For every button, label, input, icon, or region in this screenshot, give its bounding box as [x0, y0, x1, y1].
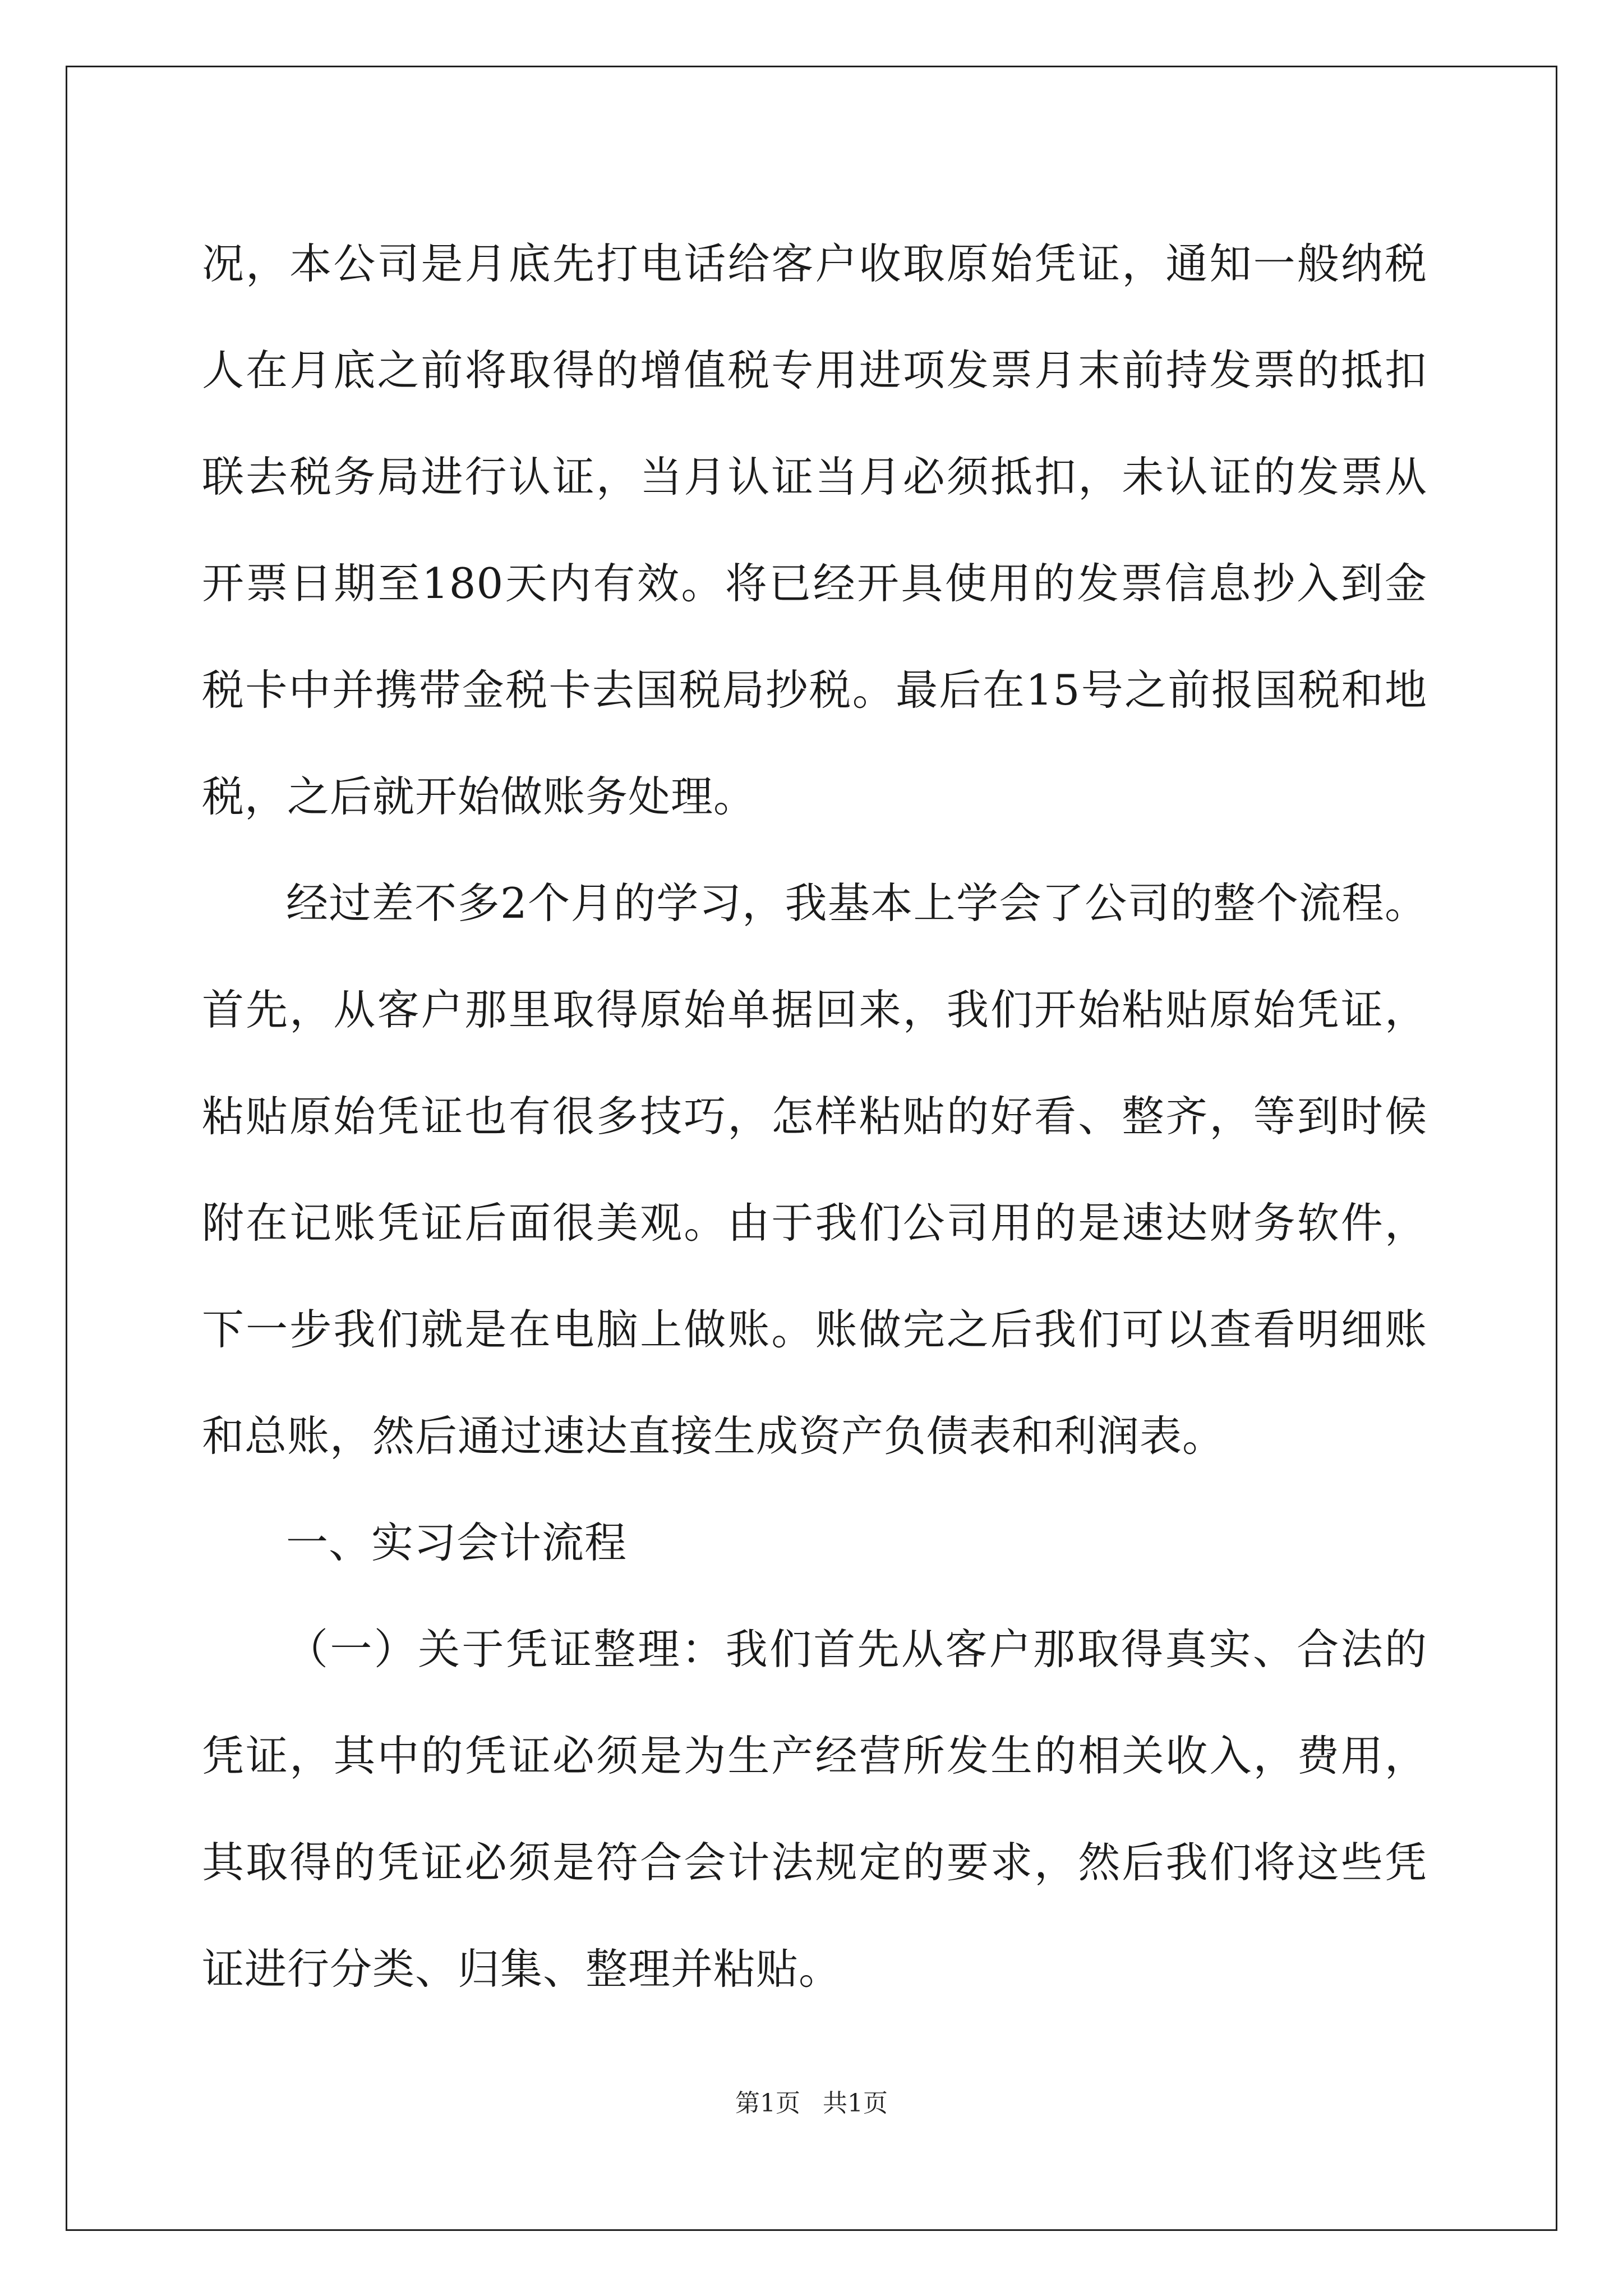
page-footer [0, 2087, 1623, 2120]
section-heading: 一、实习会计流程 [286, 1518, 628, 1567]
page-number: 第1页 [735, 2089, 800, 2118]
paragraph-continuation: 况，本公司是月底先打电话给客户收取原始凭证，通知一般纳税人在月底之前将取得的增值税专用进项发票月末前持发票的抵扣联去税务局进行认证，当月认证当月必须抵扣，未认证的发票从开票日期至180天内有效。将已经开具使用的发票信息抄入到金税卡中并携带金税卡去国税局抄税。最后在15号之前报国税和地税，之后就开始做账务处理。 [202, 239, 1427, 821]
paragraph-learning-summary: 经过差不多2个月的学习，我基本上学会了公司的整个流程。首先，从客户那里取得原始单据回来，我们开始粘贴原始凭证，粘贴原始凭证也有很多技巧，怎样粘贴的好看、整齐，等到时候附在记账凭证后面很美观。由于我们公司用的是速达财务软件，下一步我们就是在电脑上做账。账做完之后我们可以查看明细账和总账，然后通过速达直接生成资产负债表和利润表。 [202, 878, 1427, 1461]
document-body [202, 210, 1427, 2022]
paragraph-voucher-organization: （一）关于凭证整理：我们首先从客户那取得真实、合法的凭证，其中的凭证必须是为生产经营所发生的相关收入，费用，其取得的凭证必须是符合会计法规定的要求，然后我们将这些凭证进行分类、归集、整理并粘贴。 [202, 1625, 1427, 1994]
page-total: 共1页 [823, 2089, 888, 2118]
